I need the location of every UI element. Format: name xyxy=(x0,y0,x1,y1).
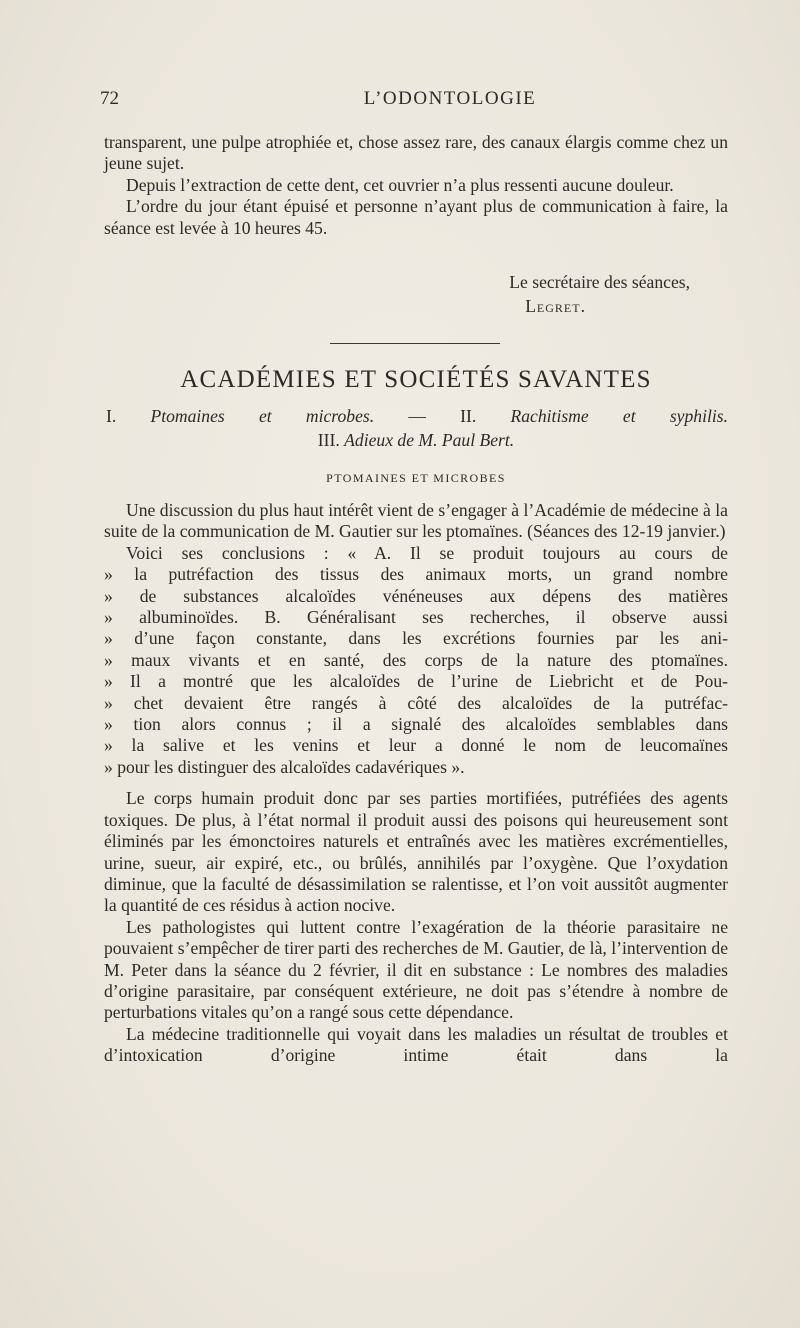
quote-line: » de substances alcaloïdes vénéneuses aux dépens des matières xyxy=(104,585,728,606)
signature-role: Le secrétaire des séances, xyxy=(509,272,690,292)
contents-topic: Adieux de M. Paul Bert. xyxy=(344,430,515,450)
contents-numeral: III. xyxy=(317,430,340,450)
quote-line: » maux vivants et en santé, des corps de la nature des ptomaïnes. xyxy=(104,649,728,670)
paragraph: Une discussion du plus haut intérêt vient de s’engager à l’Académie de médecine à la suite de la communication de M. Gautier sur les ptomaïnes. (Séances des 12-19 janvier.) xyxy=(104,500,728,542)
section-title: ACADÉMIES ET SOCIÉTÉS SAVANTES xyxy=(180,366,652,393)
contents-numeral: — II. xyxy=(408,406,477,426)
paragraph: L’ordre du jour étant épuisé et personne n’ayant plus de communication à faire, la séance est levée à 10 heures 45. xyxy=(104,196,728,238)
subsection-heading: PTOMAINES ET MICROBES xyxy=(326,471,506,485)
quote-line: » chet devaient être rangés à côté des alcaloïdes de la putréfac- xyxy=(104,692,728,713)
section-divider xyxy=(330,343,500,344)
quote-line: » la salive et les venins et leur a donné le nom de leucomaïnes xyxy=(104,735,728,756)
meeting-minutes-text xyxy=(104,132,728,239)
article-text xyxy=(104,500,728,1067)
quote-line: » d’une façon constante, dans les excrétions fournies par les ani- xyxy=(104,628,728,649)
running-title: L’ODONTOLOGIE xyxy=(363,88,537,109)
contents-numeral: I. xyxy=(106,406,117,426)
quote-line: » la putréfaction des tissus des animaux morts, un grand nombre xyxy=(104,564,728,585)
paragraph: Depuis l’extraction de cette dent, cet ouvrier n’a plus ressenti aucune douleur. xyxy=(126,174,674,195)
quote-line: » albuminoïdes. B. Généralisant ses recherches, il observe aussi xyxy=(104,607,728,628)
page-header xyxy=(100,88,730,114)
paragraph: Le corps humain produit donc par ses parties mortifiées, putréfiées des agents toxiques. De plus, à l’état normal il produit aussi des poisons qui heureusement sont éliminés par les émonctoires naturels et entraînés avec les matières excrémentielles, urine, sueur, air expiré, etc., ou brûlés, annihilés par l’oxygène. Que l’oxydation diminue, que la faculté de désassimilation se ralentisse, et l’on voit aussitôt augmenter la quantité de ces résidus à action nocive. xyxy=(104,788,728,916)
quote-line: » tion alors connus ; il a signalé des alcaloïdes semblables dans xyxy=(104,714,728,735)
page-number: 72 xyxy=(100,88,119,109)
paragraph: La médecine traditionnelle qui voyait dans les maladies un résultat de troubles et d’intoxication d’origine intime était dans la xyxy=(104,1023,728,1066)
quote-line: Voici ses conclusions : « A. Il se produit toujours au cours de xyxy=(126,542,728,563)
contents-topic: Ptomaines et microbes. xyxy=(150,406,375,426)
contents-topic: Rachitisme et syphilis. xyxy=(510,406,728,426)
section-contents-line xyxy=(104,428,728,452)
paragraph: transparent, une pulpe atrophiée et, chose assez rare, des canaux élargis comme chez un jeune sujet. xyxy=(104,132,728,174)
quote-line: » pour les distinguer des alcaloïdes cadavériques ». xyxy=(104,756,465,777)
signature-name: Legret. xyxy=(525,296,586,316)
quote-line: » Il a montré que les alcaloïdes de l’urine de Liebricht et de Pou- xyxy=(104,671,728,692)
paragraph: Les pathologistes qui luttent contre l’exagération de la théorie parasitaire ne pouvaient s’empêcher de tirer parti des recherches de M. Gautier, de là, l’intervention de M. Peter dans la séance du 2 février, il dit en substance : Le nombres des maladies d’origine parasitaire, par conséquent extérieure, ne doit pas s’étendre à nombre de perturbations vitales qu’on a rangé sous cette dépendance. xyxy=(104,916,728,1023)
section-contents-line xyxy=(104,404,728,428)
